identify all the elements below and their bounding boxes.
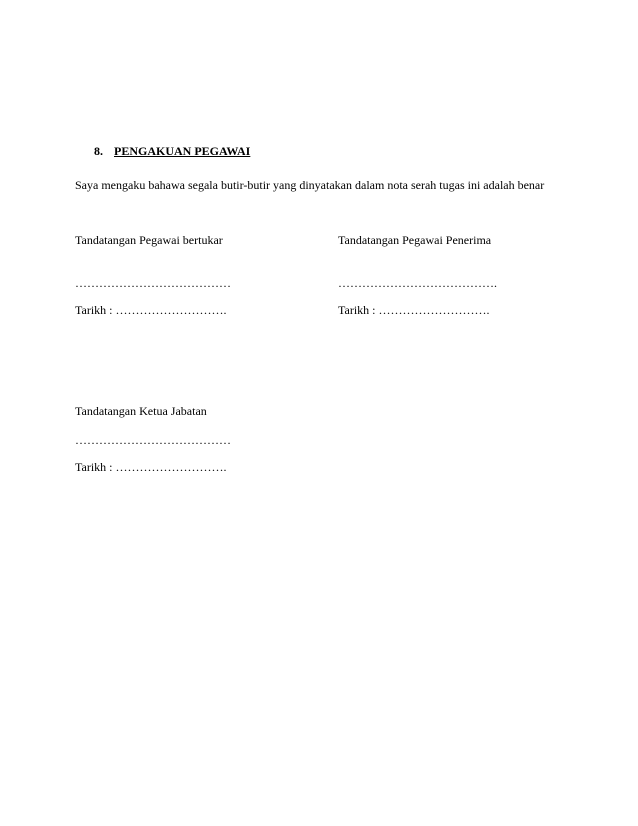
receiving-officer-date: Tarikh : ………………………. <box>338 303 490 317</box>
acknowledgement-statement: Saya mengaku bahawa segala butir-butir yang dinyatakan dalam nota serah tugas ini adalah benar <box>75 178 545 192</box>
transferring-officer-signature-line: ………………………………… <box>75 276 231 290</box>
head-of-department-signature-line: ………………………………… <box>75 433 231 447</box>
section-title: PENGAKUAN PEGAWAI <box>114 144 251 158</box>
section-number: 8. <box>94 144 103 158</box>
section-heading <box>94 144 250 159</box>
head-of-department-date: Tarikh : ………………………. <box>75 460 227 474</box>
receiving-officer-label: Tandatangan Pegawai Penerima <box>338 233 492 247</box>
head-of-department-label: Tandatangan Ketua Jabatan <box>75 404 207 418</box>
transferring-officer-label: Tandatangan Pegawai bertukar <box>75 233 223 247</box>
receiving-officer-signature-line: …………………………………. <box>338 276 497 290</box>
transferring-officer-date: Tarikh : ………………………. <box>75 303 227 317</box>
